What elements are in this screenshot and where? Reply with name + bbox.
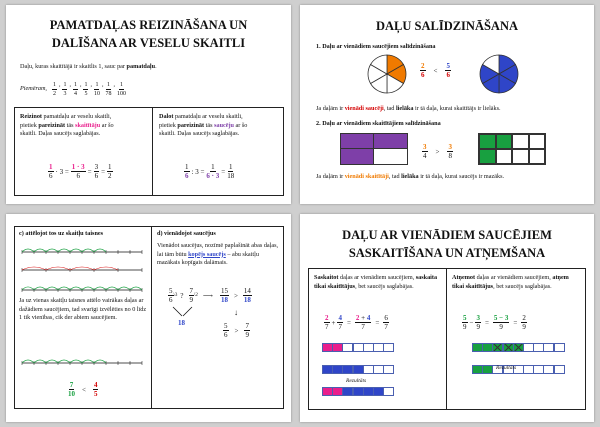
number-line-arc (22, 249, 34, 252)
number-line-arc (46, 287, 58, 290)
addition-result-label: Rezultāts (346, 378, 367, 384)
example-fraction: $\frac{1}{3}$ (63, 82, 67, 97)
method-d-final: $\frac{5}{6}$ > $\frac{7}{9}$ (224, 322, 249, 339)
number-line-arc (46, 267, 70, 270)
fraction-bar (322, 338, 393, 356)
card1-title-line1: PAMATDAĻAS REIZINĀŠANA UN (49, 18, 248, 32)
example-fraction: $\frac{1}{2}$ (52, 82, 56, 97)
section2-heading: 2. Daļu ar vienādiem skaitītājiem salīdzināšana (316, 120, 441, 127)
method-d-steps: $\frac{5}{6}$ \3 ? $\frac{7}{9}$ \2 ⟶ $\frac{15}{18}$ > $\frac{14}{18}$ (169, 287, 251, 304)
section1-rule: Ja daļām ir vienādi saucēji, tad lielāka ir tā daļa, kurai skaitītājs ir lielāks. (316, 105, 501, 112)
number-line-arc (34, 287, 46, 290)
number-line-arc (58, 249, 70, 252)
example-fraction: $\frac{1}{78}$ (105, 82, 112, 97)
method-d-label: d) vienādojot saucējus (157, 230, 216, 237)
number-line-arc (82, 249, 94, 252)
example-fraction: $\frac{1}{10}$ (93, 82, 100, 97)
fraction-bar (322, 360, 393, 378)
example-fraction: $\frac{1}{4}$ (73, 82, 77, 97)
section2-comparison: $\frac{3}{4}$ > $\frac{3}{8}$ (423, 143, 452, 160)
number-line-arc (46, 249, 58, 252)
card1-intro: Daļu, kuras skaitītājā ir skaitlis 1, sauc par pamatdaļu. (20, 63, 157, 70)
number-line-arc (58, 287, 70, 290)
number-lines-top (18, 242, 148, 300)
bar-three-fourths (340, 133, 408, 165)
card1-divider (152, 107, 153, 195)
fraction-bar (322, 382, 393, 400)
number-line-arc (22, 287, 34, 290)
fraction-cell (383, 343, 394, 352)
number-line-arc (70, 360, 82, 363)
down-arrow: ↓ (234, 308, 238, 317)
method-d-text: Vienādot saucējus, nozīmē paplašināt abas daļas, lai tām būtu kopējs saucējs – abu skaitļu mazākais kopīgais dalāmais. (157, 242, 279, 267)
subtraction-formula: $\frac{5}{9}$ − $\frac{3}{9}$ = $\frac{5 - 3}{9}$ = $\frac{2}{9}$ (463, 314, 526, 331)
card1-right-rule: Dalot pamatdaļu ar veselu skaitli, pietiek pareizināt tās saucēju ar šo skaitli. Daļas saucējs saglabājas. (159, 113, 248, 138)
number-line-arc (94, 287, 106, 290)
lcd-value: 18 (178, 319, 185, 327)
number-line-arc (70, 267, 94, 270)
fraction-bar (472, 360, 564, 378)
card3-divider (151, 226, 152, 408)
method-c-label: c) attēlojot tos uz skaitļu taisnes (19, 230, 104, 237)
fraction-cell (554, 343, 565, 352)
bar-three-eighths (478, 133, 546, 165)
card1-right-formula: $\frac{1}{6}$ : 3 = $\frac{1}{6 \cdot 3}$ = $\frac{1}{18}$ (185, 163, 235, 180)
number-line-arc (82, 287, 94, 290)
addition-formula: $\frac{2}{7}$ + $\frac{4}{7}$ = $\frac{2 + 4}{7}$ = $\frac{6}{7}$ (325, 314, 388, 331)
card1-left-formula: $\frac{1}{6}$ · 3 = $\frac{1 \cdot 3}{6}$ = $\frac{3}{6}$ = $\frac{1}{2}$ (49, 163, 112, 180)
card4-divider (446, 268, 447, 409)
number-line-arc (94, 249, 106, 252)
number-line-arc (118, 287, 130, 290)
section1-heading: 1. Daļu ar vienādiem saucējiem salīdzināšana (316, 43, 436, 50)
card-fraction-comparison (300, 5, 594, 204)
card-add-subtract-same-denominator (300, 214, 594, 422)
number-line-arc (130, 287, 142, 290)
card1-title-line2: DALĪŠANA AR VESELU SKAITLI (51, 36, 246, 50)
card-comparison-methods (6, 214, 291, 422)
number-line-arc (70, 287, 82, 290)
addition-bars (322, 338, 393, 404)
lcd-arrows (170, 306, 200, 326)
fraction-cell (383, 387, 394, 396)
number-line-arc (34, 249, 46, 252)
number-line-arc (94, 360, 106, 363)
fraction-cell (383, 365, 394, 374)
number-line-arc (82, 360, 94, 363)
number-line-arc (94, 267, 118, 270)
subtraction-rule: Atņemot daļas ar vienādiem saucējiem, atņem tikai skaitītājus, bet saucējs saglabājas. (452, 274, 569, 290)
card2-title: DAĻU SALĪDZINĀŠANA (375, 19, 519, 33)
number-line-arc (58, 360, 70, 363)
fraction-cell (554, 365, 565, 374)
card4-title-line2: SASKAITĪŠANA UN ATŅEMŠANA (348, 246, 546, 260)
card1-title (6, 16, 291, 52)
method-c-text: Ja uz vienas skaitļu taisnes attēlo vairākas daļas ar dažādiem saucējiem, tad svarīgi izvēlēties no 0 līdz 1 tik vienības, cik der abiem saucējiem. (19, 297, 147, 322)
card-basic-fraction-multiply-divide (6, 5, 291, 204)
card1-examples: Piemēram, $\frac{1}{2}$ , $\frac{1}{3}$ , $\frac{1}{4}$ , $\frac{1}{5}$ , $\frac{1}{10}$ , $\frac{1}{78}$ , $\frac{1}{100}$ (20, 82, 126, 97)
example-fraction: $\frac{1}{100}$ (116, 82, 126, 97)
addition-rule: Saskaitot daļas ar vienādiem saucējiem, saskaita tikai skaitītājus, bet saucējs saglabājas. (314, 274, 438, 290)
fraction-bar (472, 338, 564, 356)
number-line-arc (46, 360, 58, 363)
card4-title-line1: DAĻU AR VIENĀDIEM SAUCĒJIEM (342, 228, 552, 242)
subtraction-result-label: Rezultāts (496, 365, 517, 371)
method-c-result: $\frac{7}{10}$ < $\frac{4}{5}$ (68, 381, 98, 398)
number-line-arc (34, 360, 46, 363)
section2-rule: Ja daļām ir vienādi skaitītāji, tad lielāka ir tā daļa, kurai saucējs ir mazāks. (316, 173, 505, 180)
number-line-arc (22, 360, 34, 363)
card1-left-rule: Reizinot pamatdaļu ar veselu skaitli, pietiek pareizināt tās skaitītāju ar šo skaitli. Daļas saucējs saglabājas. (20, 113, 114, 138)
pie-five-sixths (478, 53, 520, 95)
number-line-bottom (18, 347, 148, 377)
card4-title (300, 226, 594, 262)
number-line-arc (70, 249, 82, 252)
subtraction-bars (472, 338, 564, 382)
example-fractions: $\frac{1}{2}$ , $\frac{1}{3}$ , $\frac{1}{4}$ , $\frac{1}{5}$ , $\frac{1}{10}$ , $\frac{1}{78}$ , $\frac{1}{100}$ (52, 82, 126, 97)
section1-comparison: $\frac{2}{6}$ < $\frac{5}{6}$ (421, 62, 450, 79)
number-line-arc (106, 287, 118, 290)
number-line-arc (22, 267, 46, 270)
example-fraction: $\frac{1}{5}$ (84, 82, 88, 97)
pie-two-sixths (366, 53, 408, 95)
